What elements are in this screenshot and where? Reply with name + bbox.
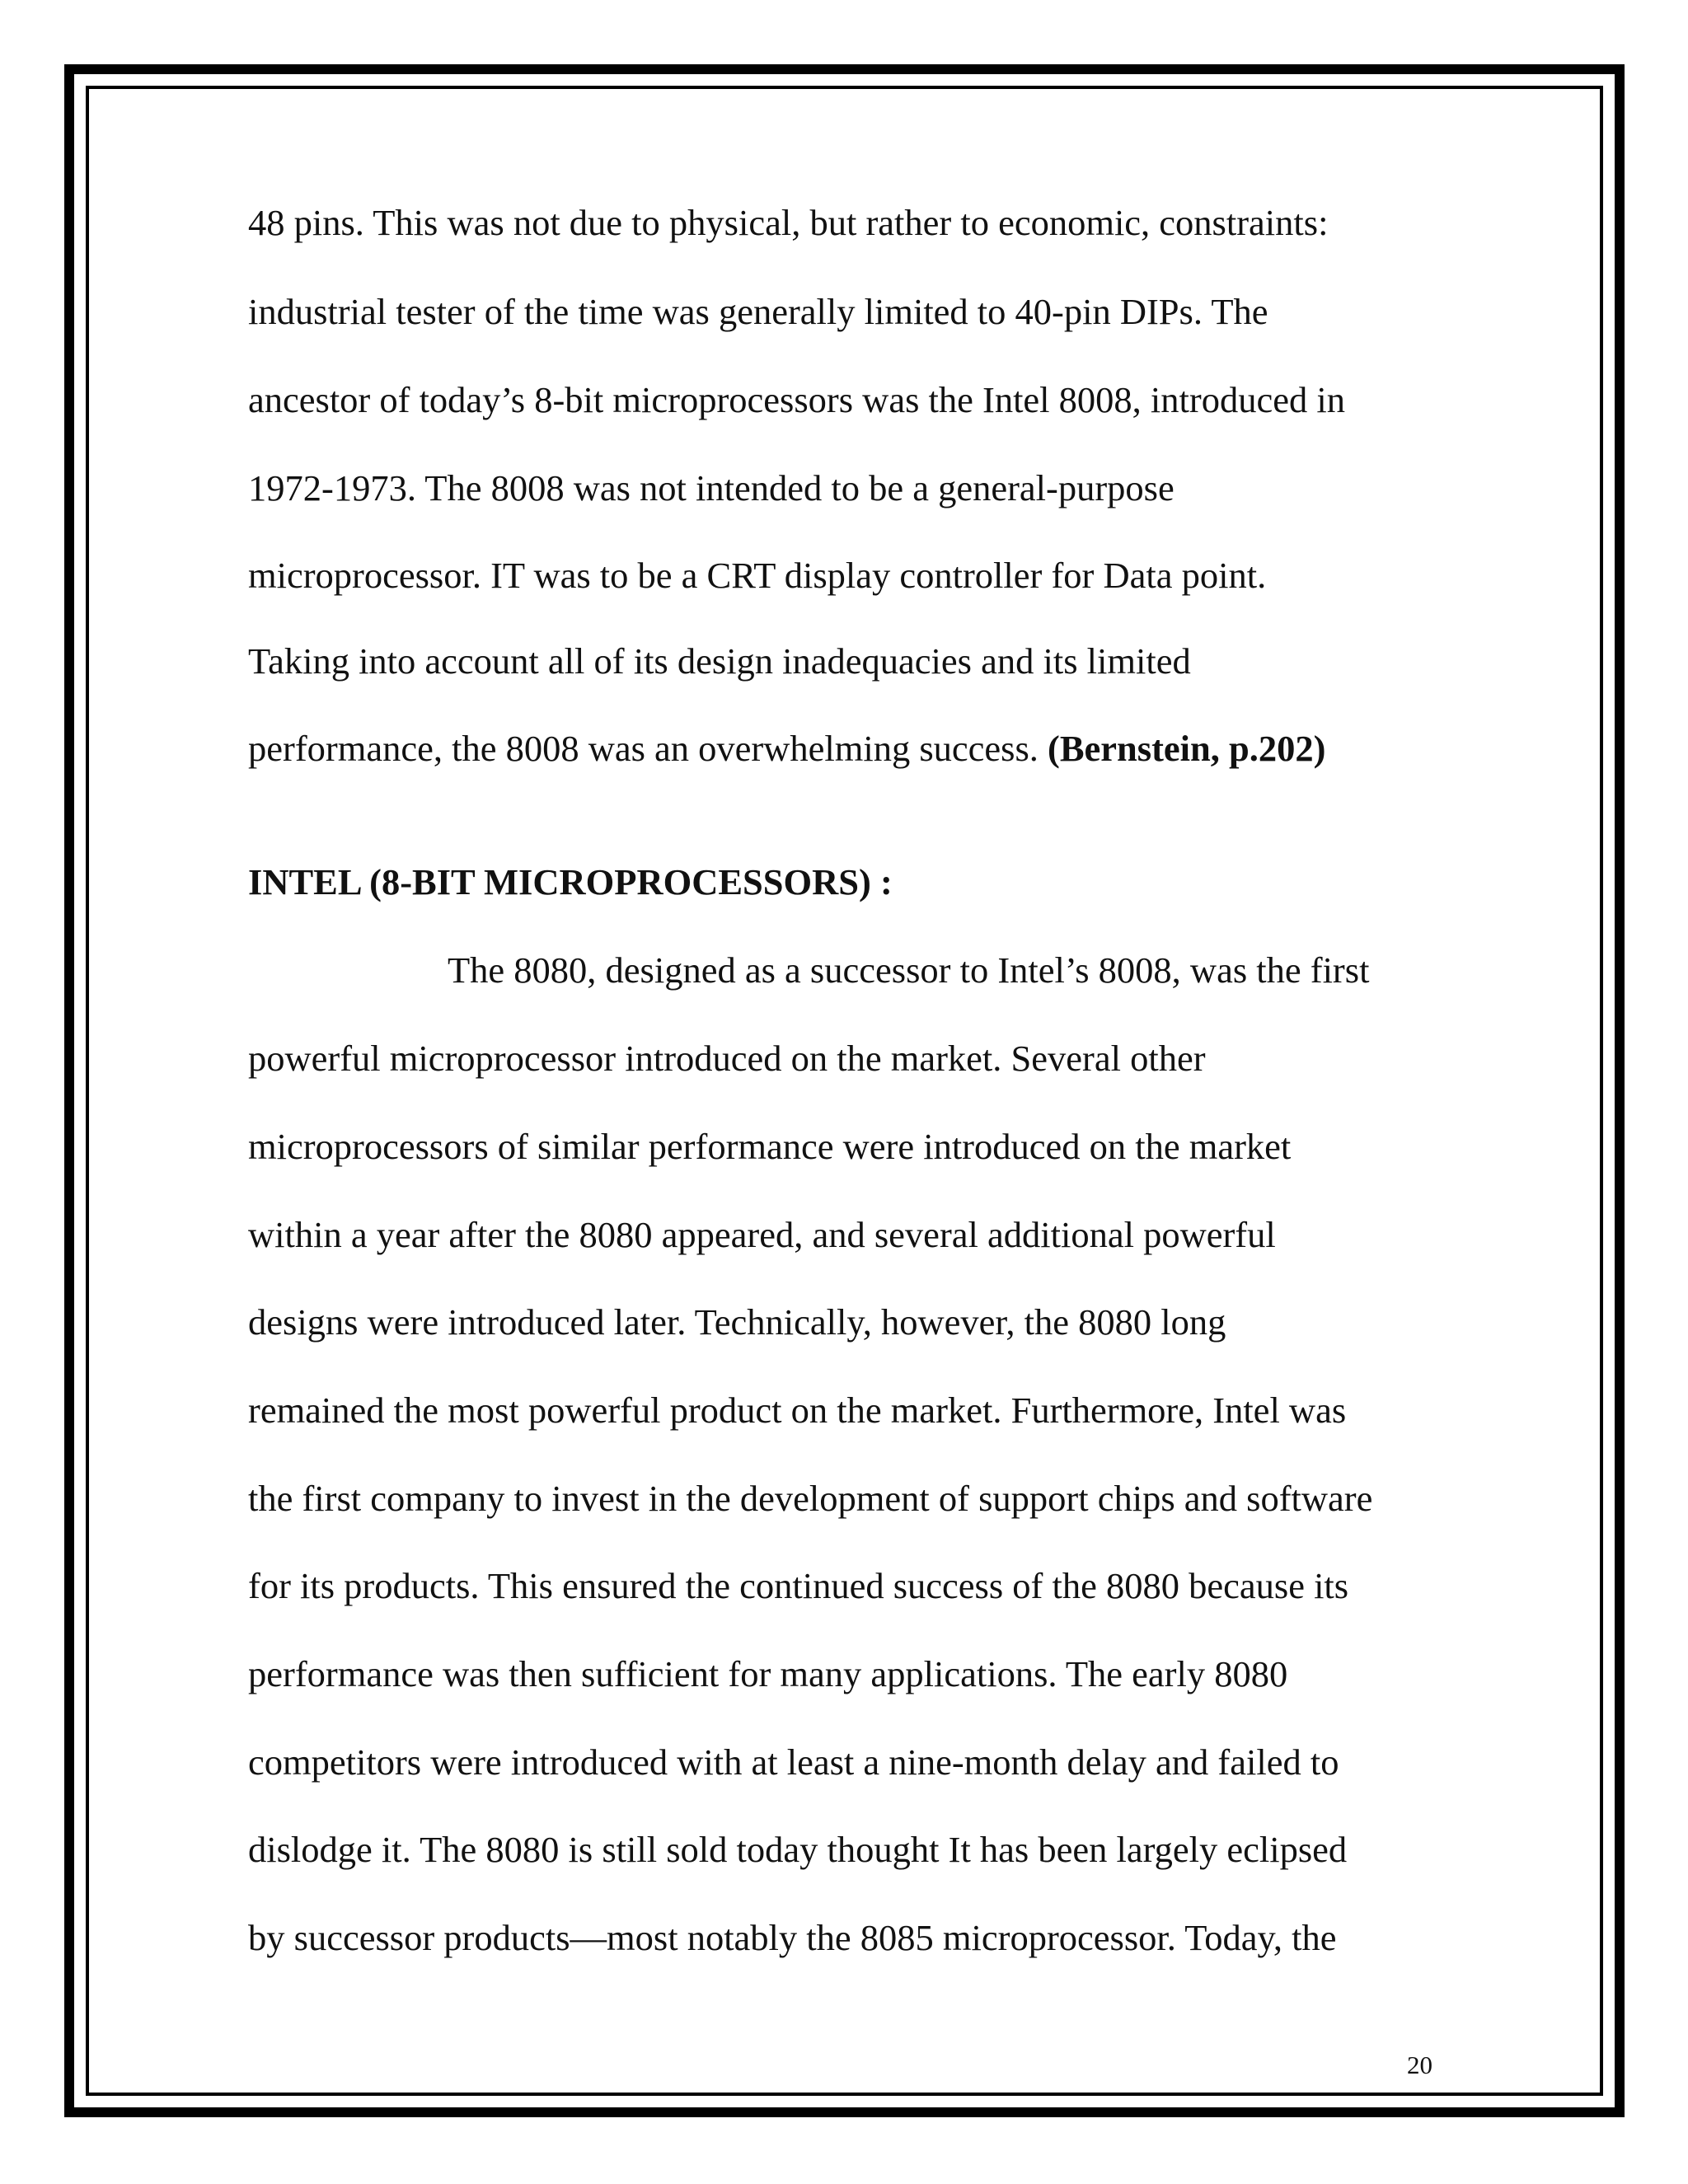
text-line: for its products. This ensured the continued success of the 8080 because its — [248, 1565, 1349, 1606]
text-line: ancestor of today’s 8-bit microprocessors was the Intel 8008, introduced in — [248, 379, 1345, 420]
page-number: 20 — [1407, 2050, 1432, 2079]
text-line: performance was then sufficient for many applications. The early 8080 — [248, 1653, 1288, 1694]
text-line: microprocessor. IT was to be a CRT display controller for Data point. — [248, 555, 1267, 596]
section-heading: INTEL (8-BIT MICROPROCESSORS) : — [248, 861, 893, 902]
text-line: by successor products—most notably the 8085 microprocessor. Today, the — [248, 1917, 1337, 1958]
text-line: the first company to invest in the development of support chips and software — [248, 1478, 1373, 1519]
text-line: 1972-1973. The 8008 was not intended to be a general-purpose — [248, 467, 1175, 509]
text-fragment: performance, the 8008 was an overwhelming success. — [248, 728, 1048, 769]
text-line: The 8080, designed as a successor to Intel’s 8008, was the first — [448, 949, 1370, 991]
text-line: designs were introduced later. Technically, however, the 8080 long — [248, 1301, 1226, 1343]
text-line-with-citation — [248, 724, 1325, 773]
page-border-outer — [64, 64, 1625, 2117]
text-line: 48 pins. This was not due to physical, but rather to economic, constraints: — [248, 202, 1329, 243]
text-line: competitors were introduced with at least a nine-month delay and failed to — [248, 1741, 1339, 1783]
text-line: Taking into account all of its design inadequacies and its limited — [248, 640, 1191, 682]
citation: (Bernstein, p.202) — [1048, 728, 1326, 769]
text-line: within a year after the 8080 appeared, and several additional powerful — [248, 1214, 1276, 1255]
text-line: powerful microprocessor introduced on the market. Several other — [248, 1038, 1206, 1079]
text-line: remained the most powerful product on the market. Furthermore, Intel was — [248, 1390, 1347, 1431]
text-line: microprocessors of similar performance were introduced on the market — [248, 1126, 1292, 1167]
text-line: dislodge it. The 8080 is still sold today thought It has been largely eclipsed — [248, 1829, 1348, 1870]
text-line: industrial tester of the time was generally limited to 40-pin DIPs. The — [248, 291, 1268, 332]
